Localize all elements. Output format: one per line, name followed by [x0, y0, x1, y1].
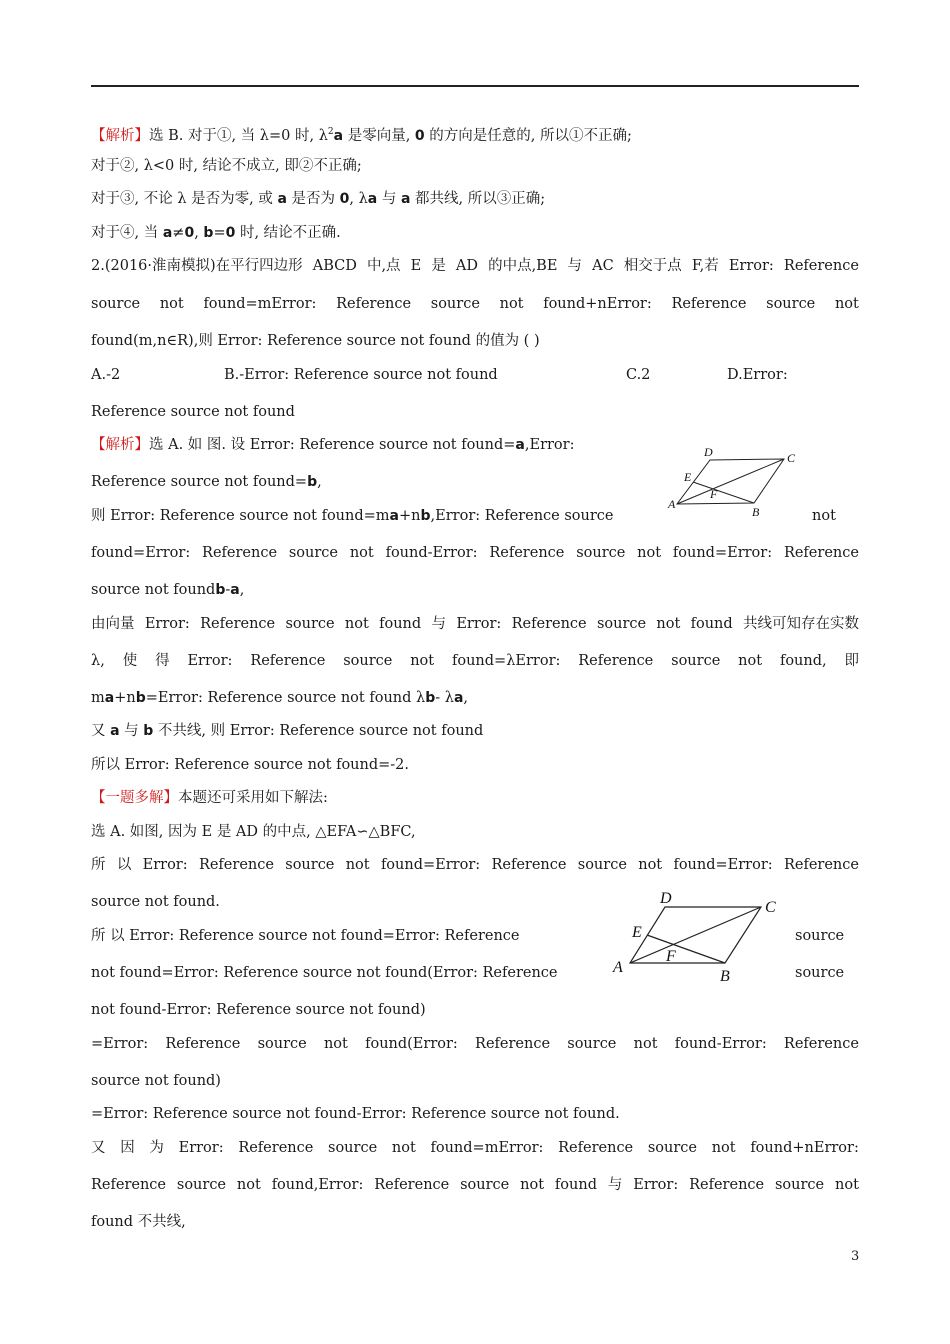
analysis-line-10: 【解析】选 A. 如 图. 设 Error: Reference source not found=a,Error:	[91, 437, 575, 453]
option-d-cont: Reference source not found	[91, 404, 295, 420]
text-line-2: 对于②, λ<0 时, 结论不成立, 即②不正确;	[91, 158, 362, 174]
option-c: C.2	[626, 367, 651, 383]
svg-text:B: B	[752, 505, 760, 519]
option-d: D.Error:	[727, 367, 788, 383]
alt-solution-tag: 【一题多解】	[91, 790, 178, 806]
svg-text:A: A	[668, 497, 676, 511]
alt-line-28: source not found)	[91, 1073, 221, 1089]
parallelogram-figure-small	[664, 440, 804, 520]
text-line-3: 对于③, 不论 λ 是否为零, 或 a 是否为 0, λa 与 a 都共线, 所以③正确;	[91, 191, 546, 207]
analysis-line-1: 【解析】选 B. 对于①, 当 λ=0 时, $\lambda^2a$ 是零向量, 0 的方向是任意的, 所以①不正确;	[91, 127, 632, 144]
alt-solution-heading: 【一题多解】本题还可采用如下解法:	[91, 790, 328, 806]
alt-line-22: 所 以 Error: Reference source not found=Error: Reference source not found=Error: Reference	[91, 857, 859, 873]
question-line-2: source not found=mError: Reference source not found+nError: Reference source not	[91, 296, 859, 312]
analysis-line-12-tail: not	[812, 508, 836, 524]
alt-line-24: 所 以 Error: Reference source not found=Error: Reference	[91, 928, 520, 944]
question-line-3: found(m,n∈R),则 Error: Reference source not found 的值为 ( )	[91, 333, 540, 349]
alt-line-25-tail: source	[795, 965, 845, 981]
svg-text:E: E	[632, 924, 642, 941]
svg-text:F: F	[666, 948, 676, 965]
analysis-line-17: ma+nb=Error: Reference source not found λb- λa,	[91, 690, 469, 706]
alt-line-29: =Error: Reference source not found-Error: Reference source not found.	[91, 1106, 620, 1122]
header-rule	[91, 85, 859, 87]
svg-text:C: C	[765, 899, 776, 916]
svg-text:B: B	[720, 968, 730, 985]
analysis-line-16: λ, 使 得 Error: Reference source not found=λError: Reference source not found, 即	[91, 653, 859, 669]
alt-line-30: 又 因 为 Error: Reference source not found=mError: Reference source not found+nError:	[91, 1140, 859, 1156]
option-b: B.-Error: Reference source not found	[224, 367, 498, 383]
analysis-line-15: 由向量 Error: Reference source not found 与 Error: Reference source not found 共线可知存在实数	[91, 616, 859, 632]
svg-text:C: C	[787, 451, 796, 465]
alt-line-31: Reference source not found,Error: Reference source not found 与 Error: Reference source not	[91, 1177, 859, 1193]
analysis-line-11: Reference source not found=b,	[91, 474, 322, 490]
option-a: A.-2	[91, 367, 121, 383]
alt-line-26: not found-Error: Reference source not found)	[91, 1002, 426, 1018]
alt-line-27: =Error: Reference source not found(Error: Reference source not found-Error: Reference	[91, 1036, 859, 1052]
analysis-line-12: 则 Error: Reference source not found=ma+nb,Error: Reference source	[91, 508, 614, 524]
analysis-line-19: 所以 Error: Reference source not found=-2.	[91, 757, 410, 773]
svg-text:D: D	[660, 890, 672, 907]
analysis-line-18: 又 a 与 b 不共线, 则 Error: Reference source not found	[91, 723, 484, 739]
parallelogram-figure-large	[608, 884, 788, 988]
page-number: 3	[851, 1249, 860, 1264]
analysis-line-14: source not foundb-a,	[91, 582, 245, 598]
svg-text:D: D	[704, 445, 713, 459]
text-line-4: 对于④, 当 a≠0, b=0 时, 结论不正确.	[91, 225, 341, 241]
analysis-tag-2: 【解析】	[91, 437, 149, 453]
svg-text:E: E	[684, 470, 692, 484]
question-line-1: 2.(2016·淮南模拟)在平行四边形 ABCD 中,点 E 是 AD 的中点,BE 与 AC 相交于点 F,若 Error: Reference	[91, 258, 859, 274]
alt-line-25: not found=Error: Reference source not found(Error: Reference	[91, 965, 558, 981]
alt-line-32: found 不共线,	[91, 1214, 186, 1230]
analysis-line-13: found=Error: Reference source not found-Error: Reference source not found=Error: Reference	[91, 545, 859, 561]
alt-line-23: source not found.	[91, 894, 220, 910]
svg-text:A: A	[613, 959, 623, 976]
analysis-tag: 【解析】	[91, 127, 149, 144]
svg-text:F: F	[710, 487, 718, 501]
alt-line-21: 选 A. 如图, 因为 E 是 AD 的中点, △EFA∽△BFC,	[91, 824, 416, 840]
alt-line-24-tail: source	[795, 928, 845, 944]
